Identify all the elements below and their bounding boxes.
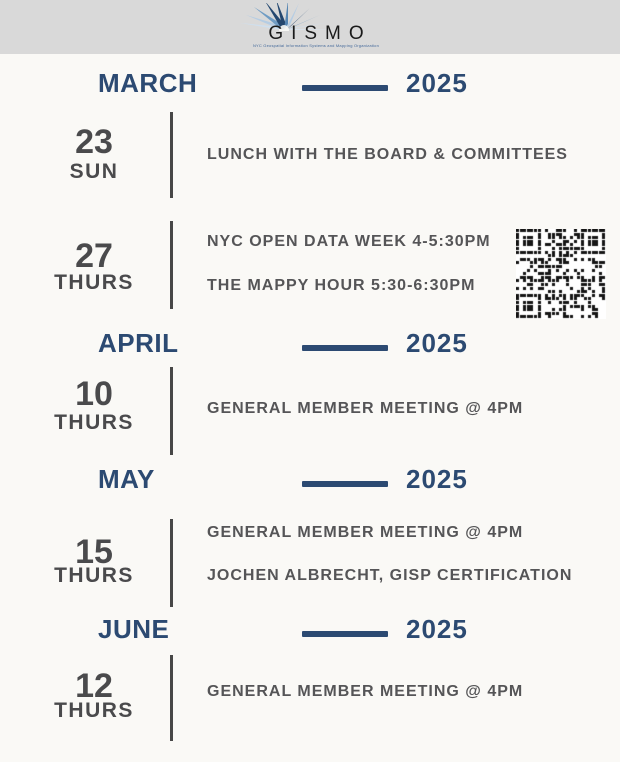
event-title: GENERAL MEMBER MEETING @ 4PM bbox=[207, 524, 524, 541]
event-divider bbox=[170, 221, 173, 309]
event-divider bbox=[170, 655, 173, 741]
month-name: MAY bbox=[98, 464, 155, 494]
month-divider-line bbox=[302, 345, 388, 351]
event-title: GENERAL MEMBER MEETING @ 4PM bbox=[207, 400, 524, 417]
event-divider bbox=[170, 112, 173, 198]
month-name: MARCH bbox=[98, 68, 198, 98]
logo-name: GISMO bbox=[268, 23, 372, 44]
event-day: 12 bbox=[75, 667, 113, 705]
month-divider-line bbox=[302, 631, 388, 637]
month-year: 2025 bbox=[406, 68, 468, 98]
event-weekday: THURS bbox=[54, 411, 134, 434]
event-day: 23 bbox=[75, 123, 113, 161]
logo-tagline: NYC Geospatial Information Systems and Mapping Organization bbox=[252, 43, 380, 48]
month-divider-line bbox=[302, 481, 388, 487]
event-divider bbox=[170, 519, 173, 607]
qr-code bbox=[516, 229, 606, 319]
gismo-logo bbox=[230, 2, 390, 52]
event-weekday: THURS bbox=[54, 699, 134, 722]
month-year: 2025 bbox=[406, 464, 468, 494]
event-day: 10 bbox=[75, 375, 113, 413]
month-year: 2025 bbox=[406, 328, 468, 358]
event-weekday: THURS bbox=[54, 564, 134, 587]
month-name: APRIL bbox=[98, 328, 179, 358]
event-day: 27 bbox=[75, 237, 113, 275]
event-title: NYC OPEN DATA WEEK 4-5:30PM bbox=[207, 233, 491, 250]
event-weekday: SUN bbox=[69, 160, 119, 183]
event-day: 15 bbox=[75, 533, 113, 571]
event-title: LUNCH WITH THE BOARD & COMMITTEES bbox=[207, 146, 568, 163]
event-divider bbox=[170, 367, 173, 455]
header-bar bbox=[0, 0, 620, 54]
month-year: 2025 bbox=[406, 614, 468, 644]
event-title: GENERAL MEMBER MEETING @ 4PM bbox=[207, 683, 524, 700]
event-weekday: THURS bbox=[54, 271, 134, 294]
month-divider-line bbox=[302, 85, 388, 91]
event-title: THE MAPPY HOUR 5:30-6:30PM bbox=[207, 277, 476, 294]
event-subtitle: JOCHEN ALBRECHT, GISP CERTIFICATION bbox=[207, 567, 573, 584]
month-name: JUNE bbox=[98, 614, 170, 644]
